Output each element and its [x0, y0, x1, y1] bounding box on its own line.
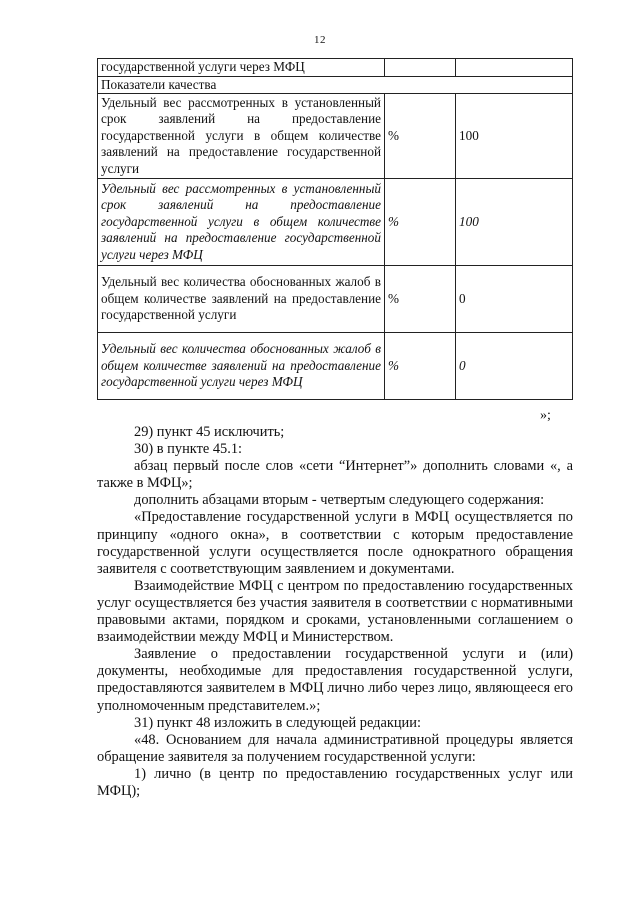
table-row [98, 179, 573, 266]
table-row [98, 333, 573, 400]
paragraph: «48. Основанием для начала административной процедуры является обращение заявителя за получением государственной услуги: [97, 731, 573, 765]
page-number: 12 [314, 34, 326, 46]
indicator-cell: Удельный вес рассмотренных в установленный срок заявлений на предоставление государственной услуги в общем количестве заявлений на предоставление государственной услуги [98, 94, 385, 179]
paragraph: Взаимодействие МФЦ с центром по предоставлению государственных услуг осуществляется без участия заявителя в соответствии с нормативными правовыми актами, порядком и сроками, установленными соглашением о взаимодействии между МФЦ и Министерством. [97, 577, 573, 646]
unit-cell: % [385, 179, 456, 266]
paragraph: 31) пункт 48 изложить в следующей редакции: [134, 714, 421, 731]
table-row [98, 94, 573, 179]
unit-cell: % [385, 94, 456, 179]
unit-cell: % [385, 266, 456, 333]
indicator-cell: Удельный вес количества обоснованных жалоб в общем количестве заявлений на предоставление государственной услуги [98, 266, 385, 333]
table-row [98, 59, 573, 77]
amendment-text [97, 424, 573, 800]
paragraph: Заявление о предоставлении государственной услуги и (или) документы, необходимые для предоставления государственной услуги, предоставляются заявителем в МФЦ лично либо через лицо, являющееся его уполномоченным представителем.»; [97, 646, 573, 714]
paragraph: 29) пункт 45 исключить; [134, 424, 285, 440]
value-cell: 0 [456, 333, 573, 400]
section-heading: Показатели качества [98, 76, 573, 94]
indicator-cell: Удельный вес количества обоснованных жалоб в общем количестве заявлений на предоставление государственной услуги через МФЦ [98, 333, 385, 400]
table-closing-quote: »; [540, 408, 551, 423]
quality-indicators-table [97, 58, 573, 400]
table-row [98, 266, 573, 333]
unit-cell: % [385, 333, 456, 400]
paragraph: дополнить абзацами вторым - четвертым следующего содержания: [134, 492, 545, 509]
value-cell: 100 [456, 94, 573, 179]
table-section-heading-row [98, 76, 573, 94]
indicator-cell: Удельный вес рассмотренных в установленный срок заявлений на предоставление государственной услуги в общем количестве заявлений на предоставление государственной услуги через МФЦ [98, 179, 385, 266]
value-cell [456, 59, 573, 77]
paragraph: 1) лично (в центр по предоставлению государственных услуг или МФЦ); [97, 765, 573, 799]
paragraph: абзац первый после слов «сети “Интернет”» дополнить словами «, а также в МФЦ»; [97, 458, 573, 492]
value-cell: 100 [456, 179, 573, 266]
paragraph: 30) в пункте 45.1: [134, 441, 243, 458]
unit-cell [385, 59, 456, 77]
indicator-cell: государственной услуги через МФЦ [98, 59, 385, 77]
value-cell: 0 [456, 266, 573, 333]
paragraph: «Предоставление государственной услуги в МФЦ осуществляется по принципу «одного окна», в соответствии с которым предоставление государственной услуги осуществляется после однократного обращения заявителя с соответствующим заявлением и документами. [97, 509, 573, 577]
